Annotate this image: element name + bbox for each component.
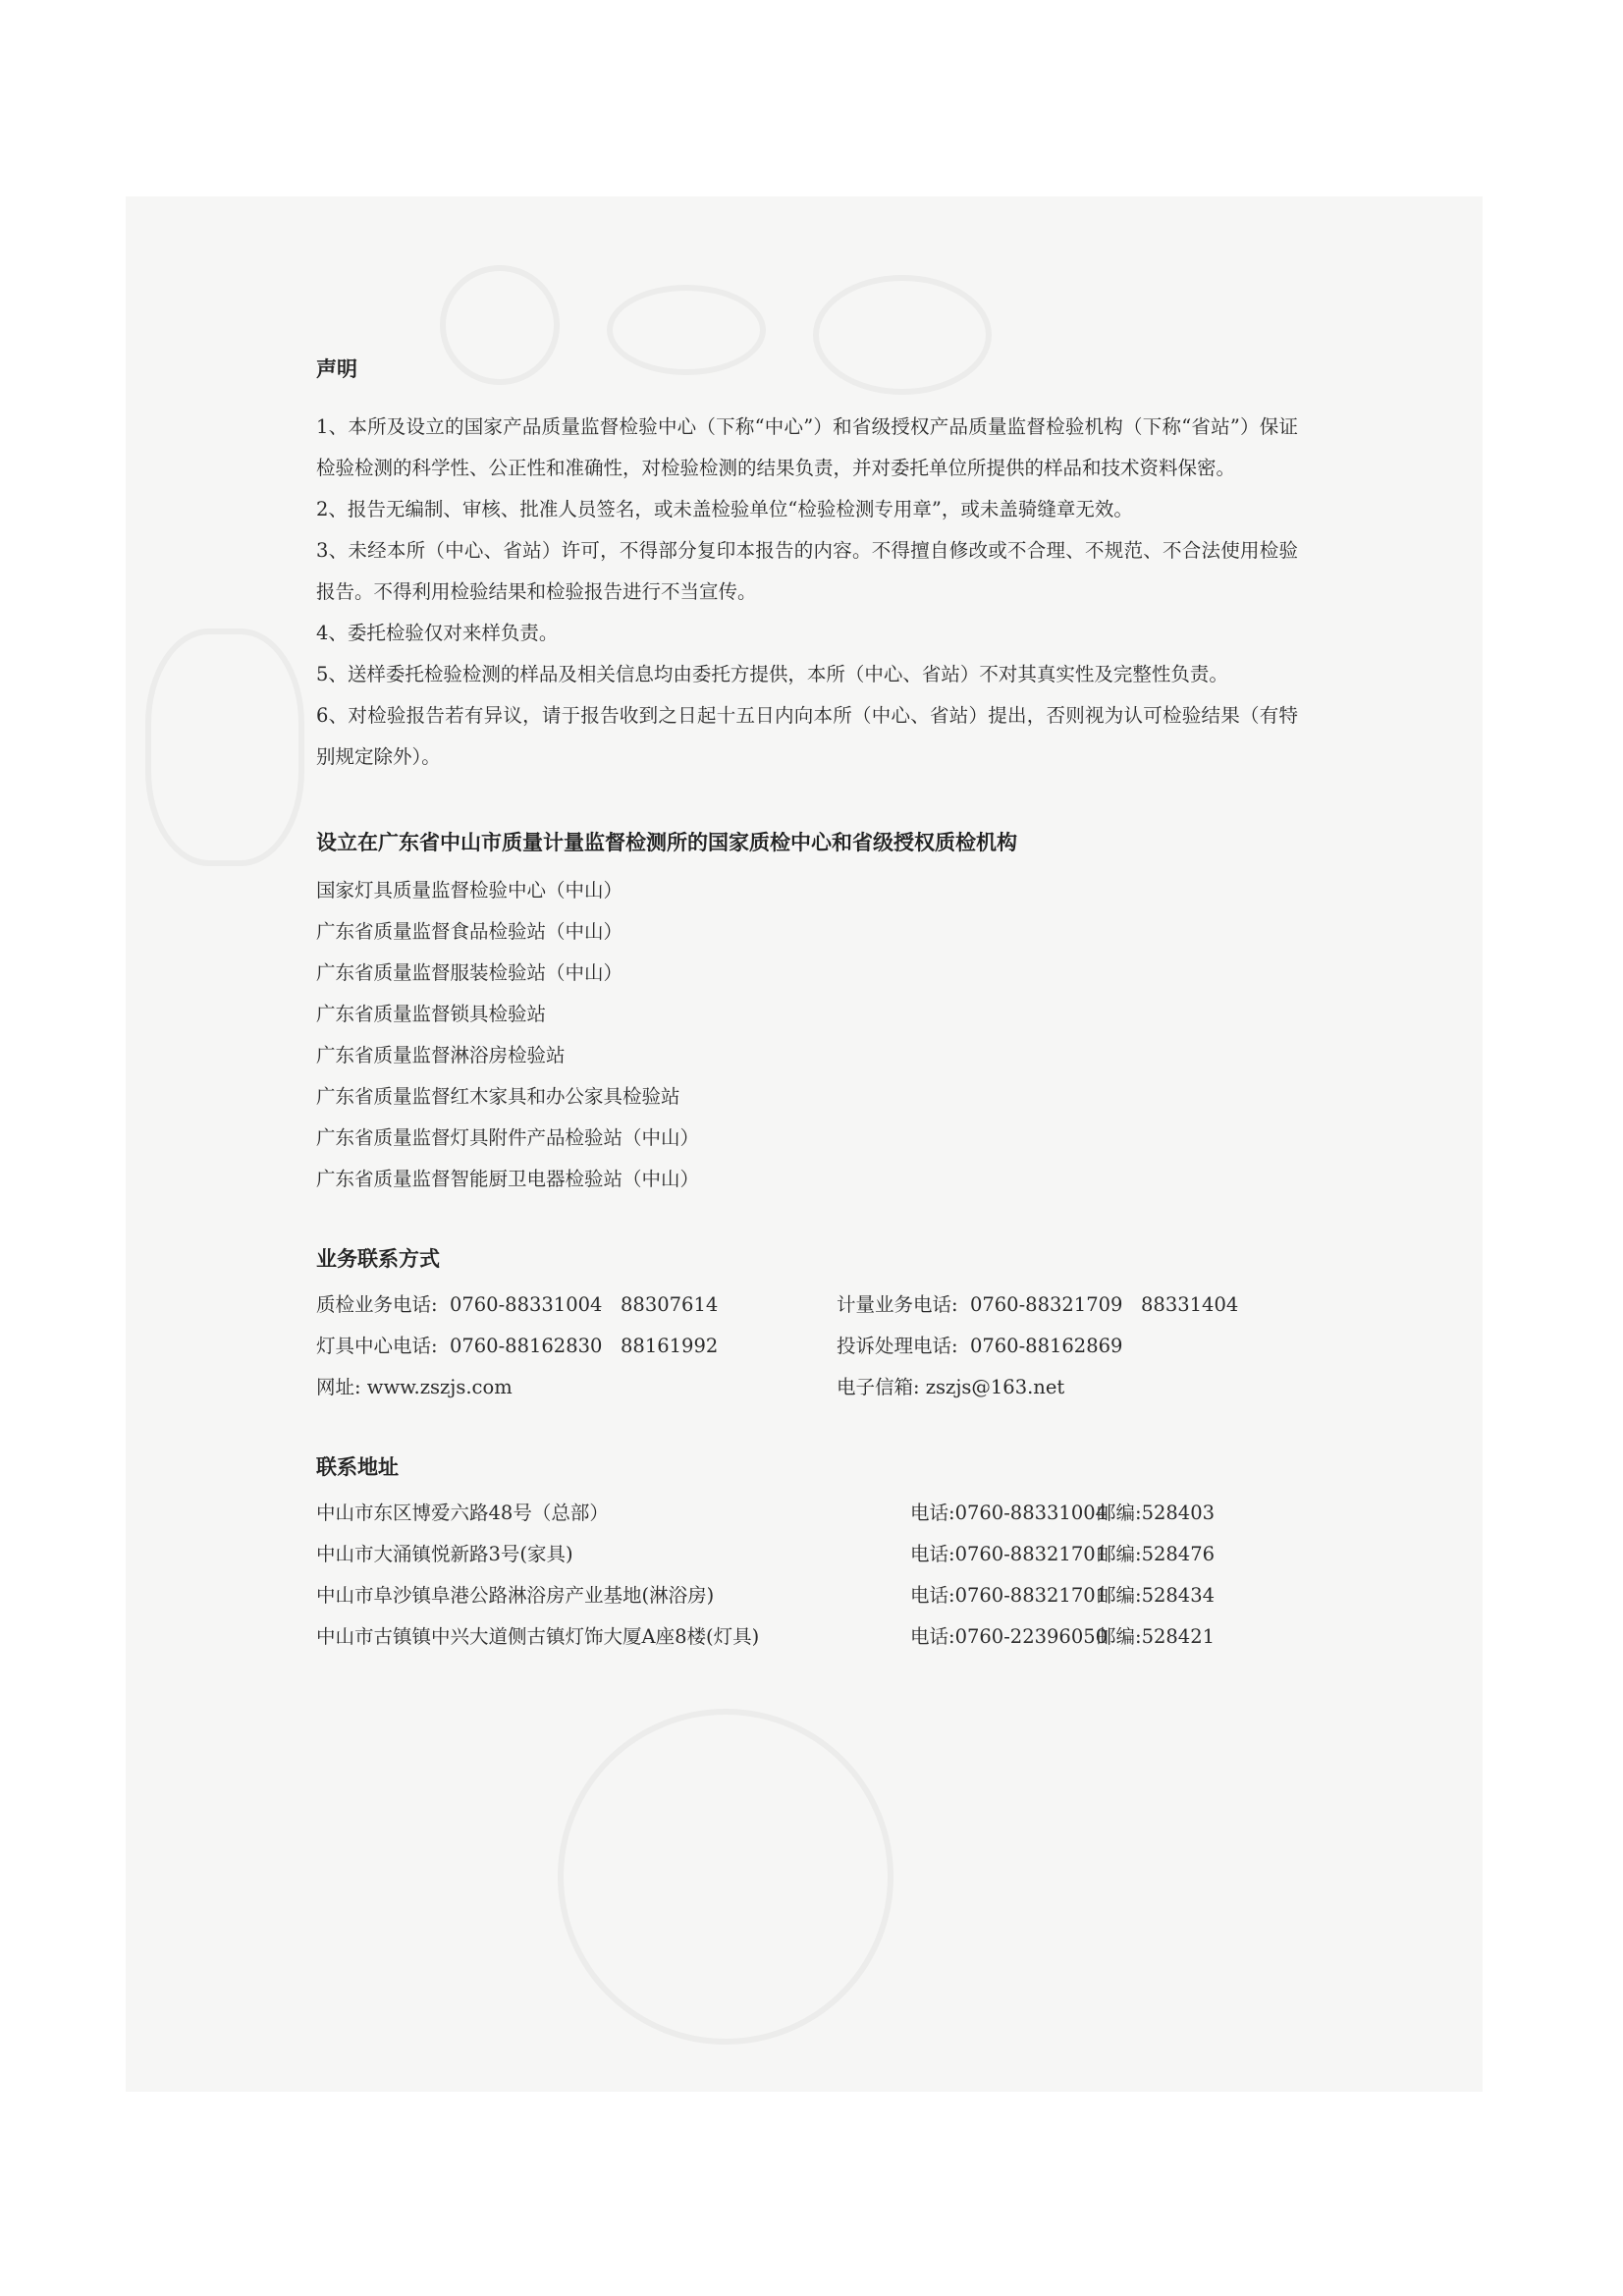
institution-item: 广东省质量监督食品检验站（中山）: [316, 920, 623, 943]
business-contact-grid: [316, 1285, 1298, 1408]
address-tel: 电话:0760-22396050: [910, 1625, 1109, 1648]
complaint-phone: 投诉处理电话: 0760-88162869: [837, 1335, 1123, 1357]
address-zip: 邮编:528434: [1097, 1584, 1216, 1607]
address-row: [316, 1493, 1298, 1534]
report-back-page: [316, 354, 1298, 1658]
declaration-item: 6、对检验报告若有异议，请于报告收到之日起十五日内向本所（中心、省站）提出，否则视为认可检验结果（有特别规定除外）。: [316, 704, 1298, 768]
website[interactable]: 网址: www.zszjs.com: [316, 1376, 513, 1398]
email[interactable]: 电子信箱: zszjs@163.net: [837, 1376, 1065, 1398]
institution-item: 国家灯具质量监督检验中心（中山）: [316, 879, 623, 902]
address-zip: 邮编:528476: [1097, 1543, 1216, 1565]
address-tel: 电话:0760-88321701: [910, 1584, 1109, 1607]
institution-item: 广东省质量监督红木家具和办公家具检验站: [316, 1085, 680, 1108]
declaration-item: 3、未经本所（中心、省站）许可，不得部分复印本报告的内容。不得擅自修改或不合理、不规范、不合法使用检验报告。不得利用检验结果和检验报告进行不当宣传。: [316, 539, 1298, 603]
metrology-phone: 计量业务电话: 0760-88321709 88331404: [837, 1293, 1239, 1316]
address-row: [316, 1575, 1298, 1616]
address-title: 联系地址: [316, 1455, 399, 1479]
address-row: [316, 1616, 1298, 1658]
institution-item: 广东省质量监督锁具检验站: [316, 1003, 547, 1025]
address-zip: 邮编:528403: [1097, 1502, 1216, 1524]
declaration-item: 5、送样委托检验检测的样品及相关信息均由委托方提供，本所（中心、省站）不对其真实性及完整性负责。: [316, 663, 1228, 685]
address-text: 中山市阜沙镇阜港公路淋浴房产业基地(淋浴房): [316, 1584, 715, 1607]
address-tel: 电话:0760-88331004: [910, 1502, 1109, 1524]
address-row: [316, 1534, 1298, 1575]
institution-item: 广东省质量监督灯具附件产品检验站（中山）: [316, 1126, 700, 1149]
declaration-item: 2、报告无编制、审核、批准人员签名，或未盖检验单位“检验检测专用章”，或未盖骑缝章无效。: [316, 498, 1133, 520]
faint-seal-mark: [558, 1709, 893, 2045]
institutions-list: [316, 870, 1298, 1200]
institutions-title: 设立在广东省中山市质量计量监督检测所的国家质检中心和省级授权质检机构: [316, 831, 1017, 854]
address-list: [316, 1493, 1298, 1658]
lamp-center-phone: 灯具中心电话: 0760-88162830 88161992: [316, 1335, 719, 1357]
quality-phone: 质检业务电话: 0760-88331004 88307614: [316, 1293, 719, 1316]
address-tel: 电话:0760-88321701: [910, 1543, 1109, 1565]
address-zip: 邮编:528421: [1097, 1625, 1216, 1648]
faint-seal-mark: [145, 629, 304, 866]
address-text: 中山市东区博爱六路48号（总部）: [316, 1502, 609, 1524]
declaration-list: [316, 407, 1298, 778]
institution-item: 广东省质量监督淋浴房检验站: [316, 1044, 566, 1066]
declaration-item: 1、本所及设立的国家产品质量监督检验中心（下称“中心”）和省级授权产品质量监督检验机构（下称“省站”）保证检验检测的科学性、公正性和准确性，对检验检测的结果负责，并对委托单位所提供的样品和技术资料保密。: [316, 415, 1298, 479]
address-text: 中山市古镇镇中兴大道侧古镇灯饰大厦A座8楼(灯具): [316, 1625, 760, 1648]
declaration-item: 4、委托检验仅对来样负责。: [316, 622, 559, 644]
institution-item: 广东省质量监督服装检验站（中山）: [316, 961, 623, 984]
business-contact-title: 业务联系方式: [316, 1247, 440, 1271]
institution-item: 广东省质量监督智能厨卫电器检验站（中山）: [316, 1168, 700, 1190]
address-text: 中山市大涌镇悦新路3号(家具): [316, 1543, 573, 1565]
declaration-title: 声明: [316, 357, 357, 381]
